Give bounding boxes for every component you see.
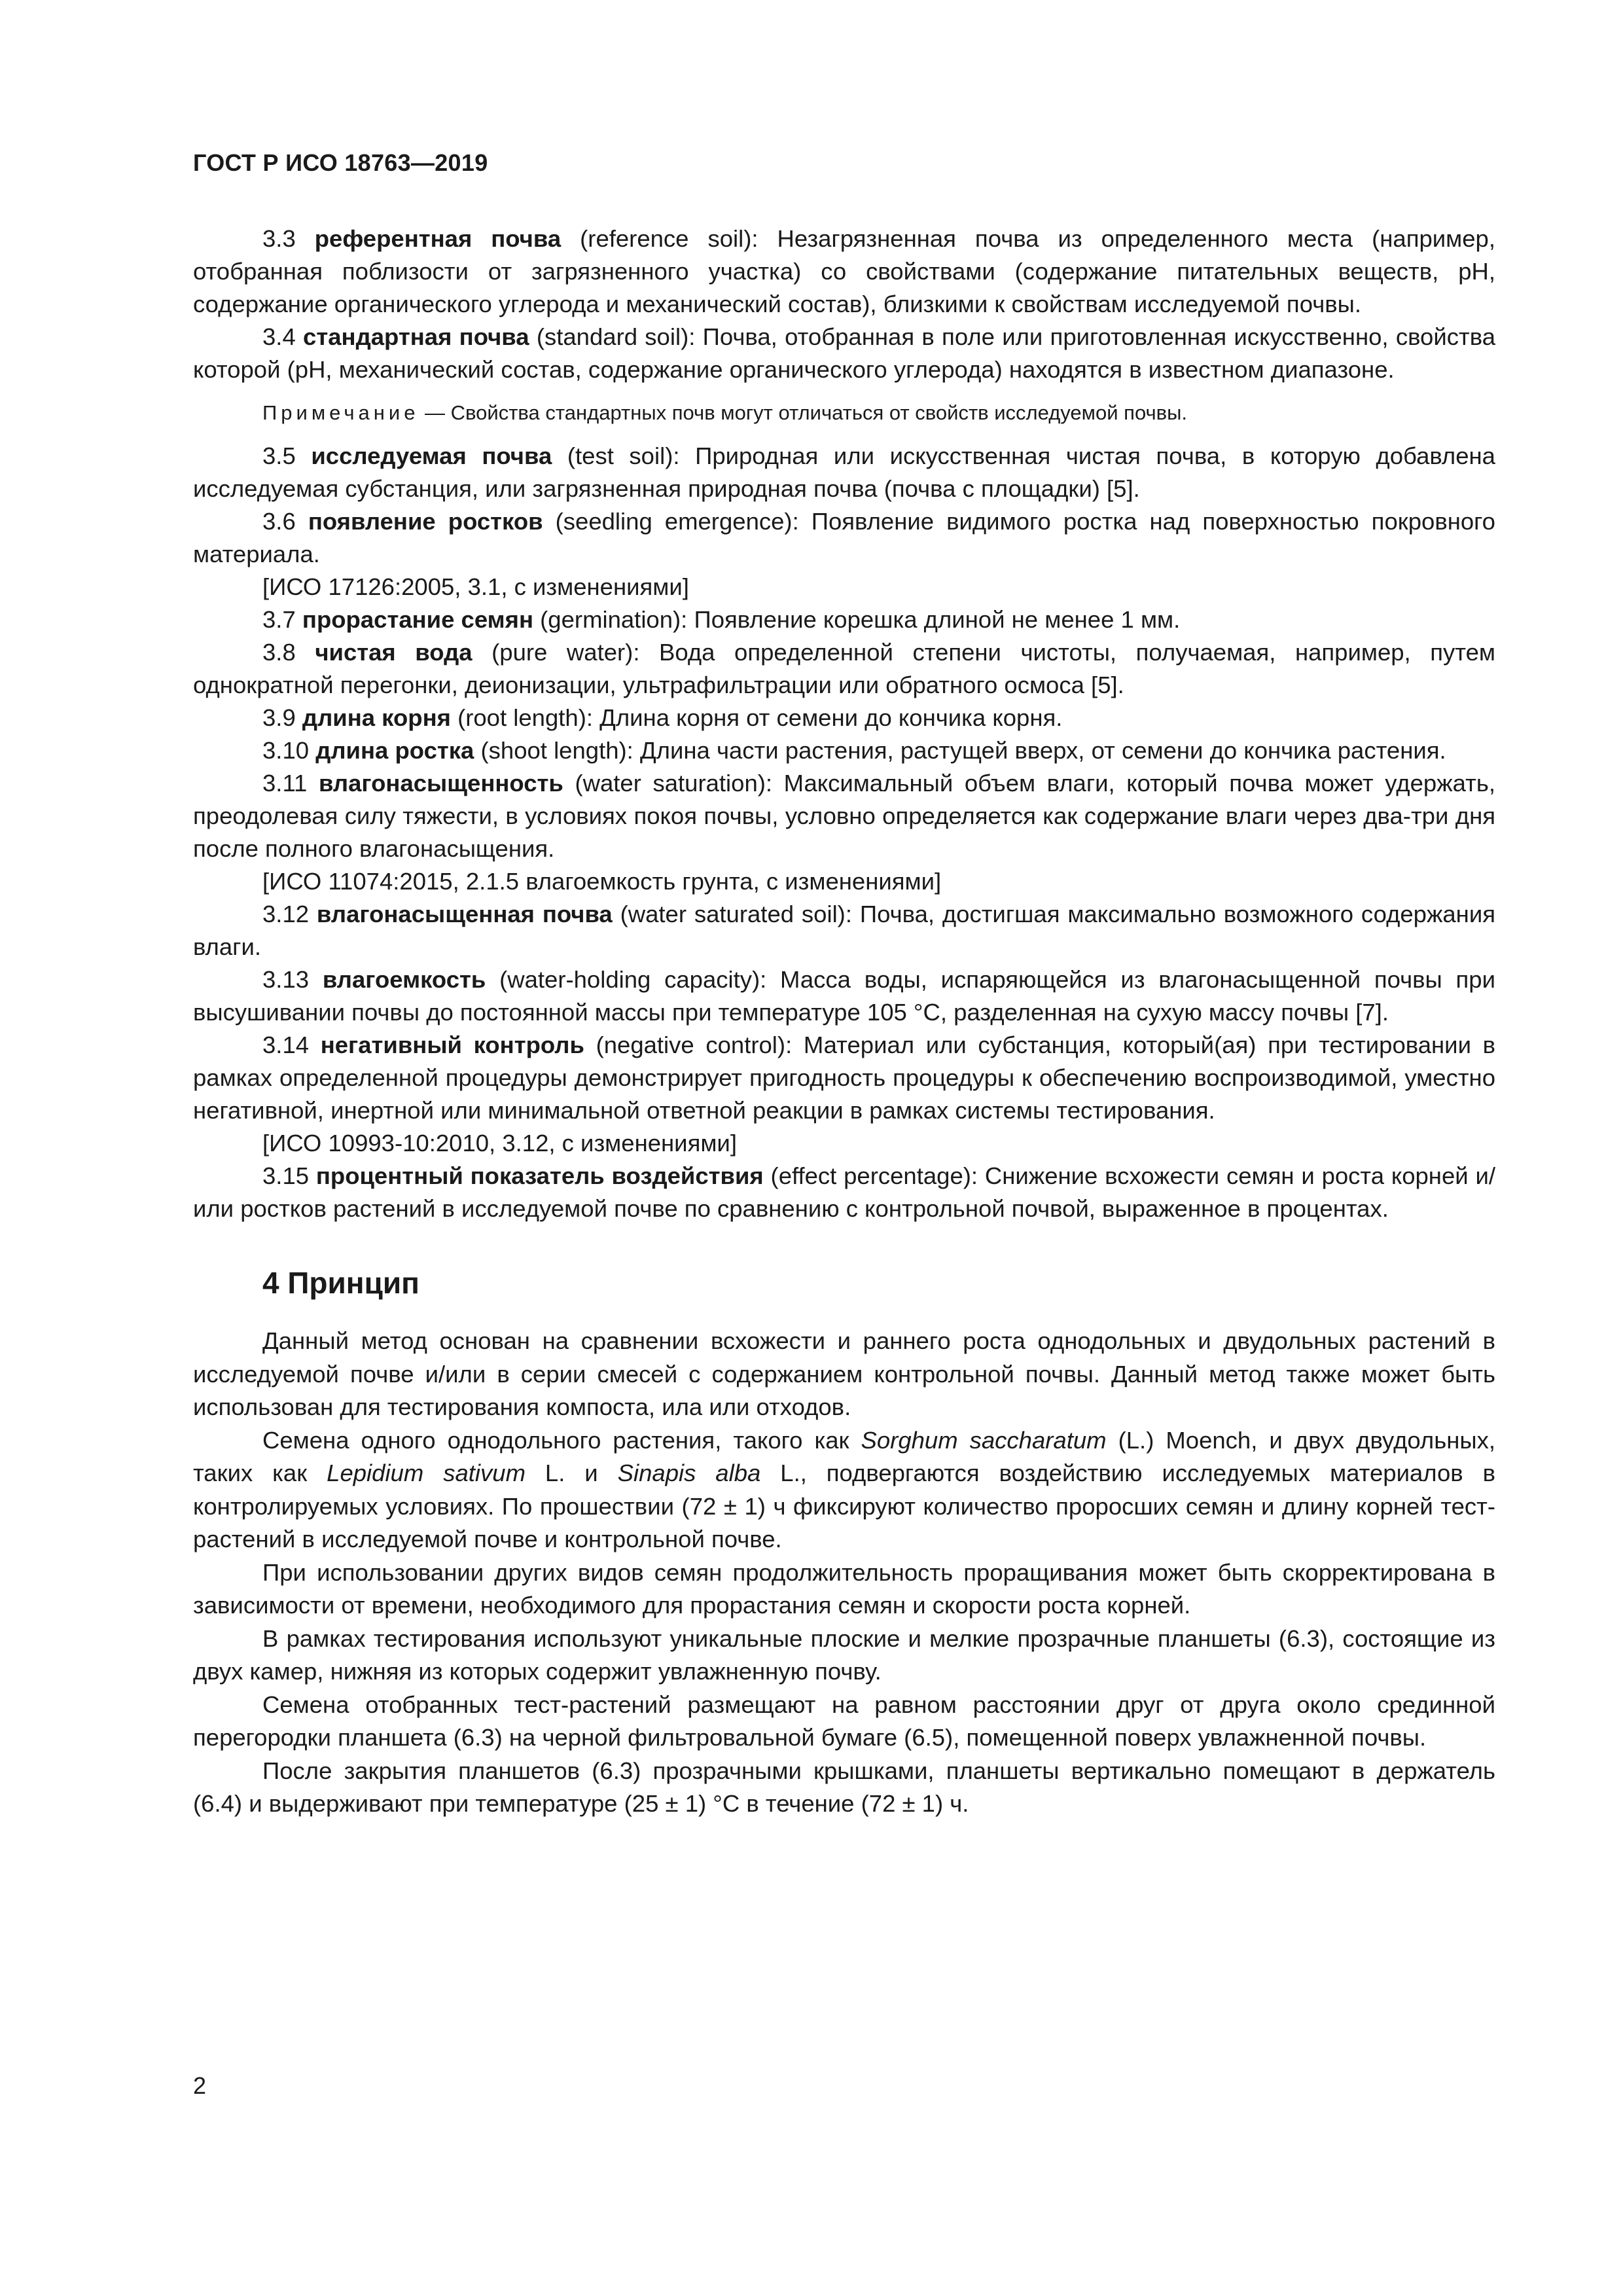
definition-number: 3.12 [262, 901, 310, 927]
definition-number: 3.13 [262, 966, 310, 993]
definition-term: референтная почва [314, 225, 562, 252]
definition-text: (negative control): Материал или субстанция, который(ая) при тестировании в рамках определенной процедуры демонстрирует пригодность процедуры к обеспечению воспроизводимой, уместно негативной, инертной или минимальной ответной реакции в рамках системы тестирования. [193, 1031, 1495, 1124]
definition-3-3 [193, 223, 1495, 321]
species-name: Sinapis alba [617, 1460, 761, 1486]
definition-term: негативный контроль [320, 1031, 584, 1058]
definition-term: чистая вода [315, 639, 473, 666]
definition-text: (root length): Длина корня от семени до кончика корня. [450, 704, 1063, 731]
definition-number: 3.14 [262, 1031, 310, 1058]
definition-text: (shoot length): Длина части растения, растущей вверх, от семени до кончика растения. [474, 737, 1446, 764]
definition-number: 3.9 [262, 704, 296, 731]
definition-text: (water-holding capacity): Масса воды, испаряющейся из влагонасыщенной почвы при высушивании почвы до постоянной массы при температуре 105 °С, разделенная на сухую массу почвы [7]. [193, 966, 1495, 1026]
paragraph [193, 1424, 1495, 1556]
definition-3-6 [193, 505, 1495, 571]
definition-number: 3.5 [262, 442, 296, 469]
definition-number: 3.15 [262, 1162, 310, 1189]
definition-3-10 [193, 734, 1495, 767]
definition-term: влагонасыщенная почва [316, 901, 613, 927]
page-number: 2 [193, 2072, 207, 2099]
section-4-body [193, 1325, 1495, 1821]
document-body [193, 223, 1495, 1821]
definition-text: (reference soil): Незагрязненная почва из определенного места (например, отобранная поблизости от загрязненного участка) со свойствами (содержание питательных веществ, pH, содержание органического углерода и механический состав), близкими к свойствам исследуемой почвы. [193, 225, 1495, 317]
note-text: — Свойства стандартных почв могут отличаться от свойств исследуемой почвы. [419, 401, 1188, 424]
definition-number: 3.11 [262, 770, 308, 797]
reference-3-11: [ИСО 11074:2015, 2.1.5 влагоемкость грунта, с изменениями] [262, 868, 942, 895]
paragraph: Семена отобранных тест-растений размещают на равном расстоянии друг от друга около срединной перегородки планшета (6.3) на черной фильтровальной бумаге (6.5), помещенной поверх увлажненной почвы. [193, 1691, 1495, 1751]
definition-term: стандартная почва [303, 323, 529, 350]
definition-number: 3.10 [262, 737, 310, 764]
species-name: Sorghum saccharatum [861, 1426, 1107, 1454]
text-run: (L.) Moench, и двух двудольных, таких как [193, 1426, 1495, 1486]
document-header: ГОСТ Р ИСО 18763—2019 [193, 149, 488, 176]
definition-3-7 [193, 603, 1495, 636]
definition-number: 3.7 [262, 606, 296, 633]
definition-text: (test soil): Природная или искусственная чистая почва, в которую добавлена исследуемая субстанция, или загрязненная природная почва (почва с площадки) [5]. [193, 442, 1495, 502]
definition-text: (effect percentage): Снижение всхожести семян и роста корней и/или ростков растений в исследуемой почве по сравнению с контрольной почвой, выраженное в процентах. [193, 1162, 1495, 1222]
paragraph: После закрытия планшетов (6.3) прозрачными крышками, планшеты вертикально помещают в держатель (6.4) и выдерживают при температуре (25 ± 1) °С в течение (72 ± 1) ч. [193, 1757, 1495, 1817]
definition-3-11 [193, 767, 1495, 865]
paragraph: Данный метод основан на сравнении всхожести и раннего роста однодольных и двудольных растений в исследуемой почве и/или в серии смесей с содержанием контрольной почвы. Данный метод также может быть использован для тестирования компоста, ила или отходов. [193, 1327, 1495, 1420]
definition-number: 3.6 [262, 508, 296, 535]
definition-term: влагонасыщенность [318, 770, 563, 797]
definition-3-14 [193, 1029, 1495, 1127]
definition-3-9 [193, 702, 1495, 734]
definition-number: 3.3 [262, 225, 296, 252]
definition-term: длина ростка [315, 737, 474, 764]
species-name: Lepidium sativum [327, 1460, 526, 1486]
definition-3-12 [193, 898, 1495, 963]
text-run: Семена одного однодольного растения, такого как [262, 1426, 861, 1454]
definition-3-4 [193, 321, 1495, 386]
paragraph: При использовании других видов семян продолжительность проращивания может быть скорректирована в зависимости от времени, необходимого для прорастания семян и скорости роста корней. [193, 1558, 1495, 1619]
reference-3-6: [ИСО 17126:2005, 3.1, с изменениями] [262, 573, 689, 600]
definition-term: появление ростков [308, 508, 543, 535]
note-label: Примечание [262, 401, 419, 424]
definition-text: (water saturated soil): Почва, достигшая максимально возможного содержания влаги. [193, 901, 1495, 960]
definition-text: (germination): Появление корешка длиной не менее 1 мм. [533, 606, 1181, 633]
definition-3-15 [193, 1160, 1495, 1225]
definition-number: 3.8 [262, 639, 296, 666]
definition-term: исследуемая почва [311, 442, 552, 469]
text-run: L., подвергаются воздействию исследуемых материалов в контролируемых условиях. По прошествии (72 ± 1) ч фиксируют количество проросших семян и длину корней тест-растений в исследуемой почве и контрольной почве. [193, 1460, 1496, 1552]
section-heading: 4 Принцип [262, 1266, 419, 1300]
definition-text: (standard soil): Почва, отобранная в поле или приготовленная искусственно, свойства которой (pH, механический состав, содержание органического углерода) находятся в известном диапазоне. [193, 323, 1495, 383]
definition-term: процентный показатель воздействия [315, 1162, 764, 1189]
text-run: L. и [525, 1460, 618, 1486]
definition-3-5 [193, 440, 1495, 505]
reference-3-14: [ИСО 10993-10:2010, 3.12, с изменениями] [262, 1130, 737, 1157]
definition-text: (pure water): Вода определенной степени чистоты, получаемая, например, путем однократной перегонки, деионизации, ультрафильтрации или обратного осмоса [5]. [193, 639, 1495, 698]
paragraph: В рамках тестирования используют уникальные плоские и мелкие прозрачные планшеты (6.3), состоящие из двух камер, нижняя из которых содержит увлажненную почву. [193, 1624, 1495, 1685]
definition-text: (water saturation): Максимальный объем влаги, который почва может удержать, преодолевая силу тяжести, в условиях покоя почвы, условно определяется как содержание влаги через два-три дня после полного влагонасыщения. [193, 770, 1495, 862]
definition-term: прорастание семян [302, 606, 534, 633]
definition-text: (seedling emergence): Появление видимого ростка над поверхностью покровного материала. [193, 508, 1495, 567]
definition-3-8 [193, 636, 1495, 702]
definition-term: длина корня [302, 704, 451, 731]
definition-term: влагоемкость [322, 966, 486, 993]
note [193, 398, 1495, 428]
definition-number: 3.4 [262, 323, 296, 350]
definition-3-13 [193, 963, 1495, 1029]
